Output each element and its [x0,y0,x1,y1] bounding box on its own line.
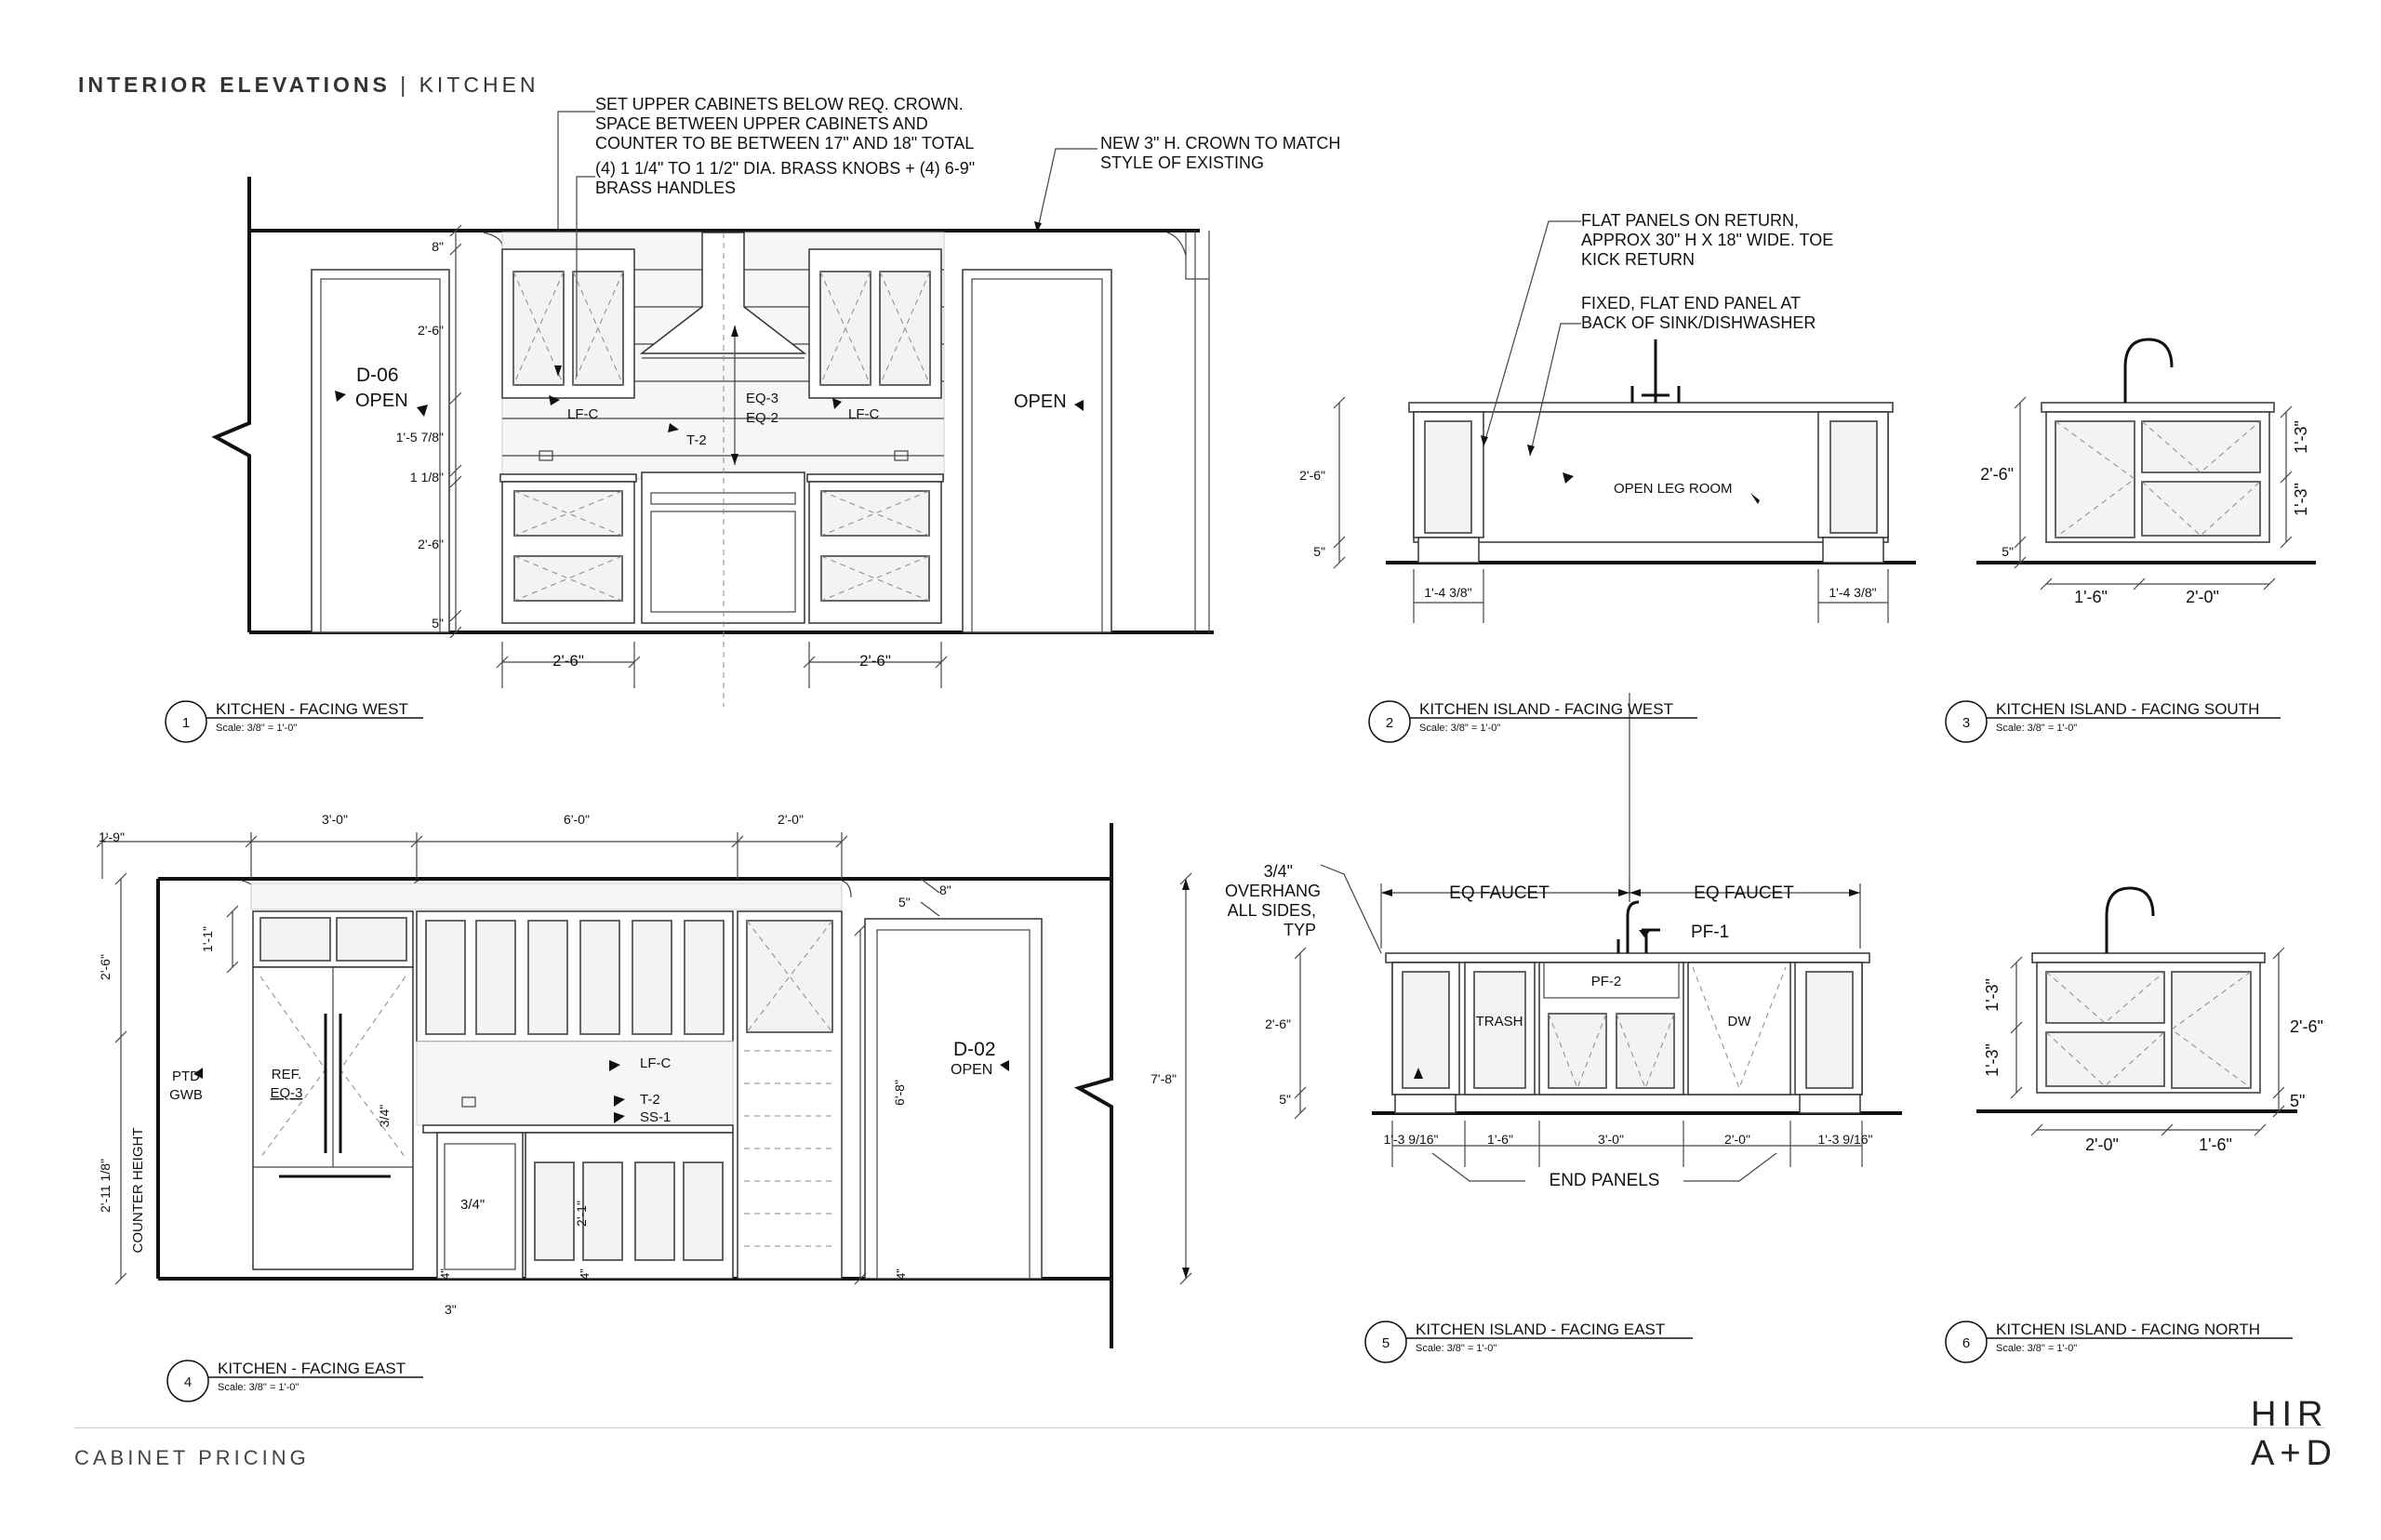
view-title-4 [167,1360,423,1401]
view-1-title: KITCHEN - FACING WEST [216,700,408,718]
dim-v5-c: 3'-0" [1598,1132,1624,1147]
note-overhang-line2: OVERHANG [1224,882,1321,900]
label-right-open: OPEN [1014,392,1067,412]
dim-v2-5: 5" [1313,544,1325,559]
dim-v2-r: 1'-4 3/8" [1829,585,1877,600]
view-2-title: KITCHEN ISLAND - FACING WEST [1419,700,1673,718]
dim-v4-20: 2'-0" [778,812,804,827]
sheet-title-rest: KITCHEN [419,73,539,97]
view-3-island-south [1976,339,2316,606]
label-eq-faucet-left: EQ FAUCET [1449,883,1550,903]
view-title-1 [166,700,423,742]
dim-v4-26: 2'-6" [98,954,113,980]
view-2-scale: Scale: 3/8" = 1'-0" [1419,723,1501,734]
firm-logo-line1: HIR [2251,1395,2329,1434]
sheet-title-bold: INTERIOR ELEVATIONS [78,73,391,97]
label-d06: D-06 [356,365,399,386]
note-upper-cabinets-line2: SPACE BETWEEN UPPER CABINETS AND [595,114,928,133]
view-3-scale: Scale: 3/8" = 1'-0" [1996,723,2078,734]
dim-v2-h: 2'-6" [1299,468,1325,483]
label-end-panels: END PANELS [1549,1171,1660,1190]
dim-v3-13a: 1'-3" [2292,420,2310,454]
dim-v5-e: 1'-3 9/16" [1817,1132,1873,1147]
note-crown-line2: STYLE OF EXISTING [1100,153,1265,172]
view-4-title: KITCHEN - FACING EAST [218,1360,406,1377]
label-v4-t2: T-2 [640,1092,660,1108]
dim-v3-h: 2'-6" [1980,465,2014,484]
view-title-3 [1946,700,2281,742]
dim-v6-w1: 2'-0" [2085,1135,2119,1154]
dim-v3-5: 5" [2002,544,2014,559]
sheet-footer-label: CABINET PRICING [74,1446,310,1469]
label-lfc-left: LF-C [567,406,599,422]
note-flat-panels-line2: APPROX 30" H X 18" WIDE. TOE [1581,231,1834,249]
view-4-scale: Scale: 3/8" = 1'-0" [218,1382,299,1393]
view-5-number: 5 [1381,1335,1390,1351]
view-title-5 [1365,1321,1693,1362]
note-crown-line1: NEW 3" H. CROWN TO MATCH [1100,134,1341,153]
dim-v6-13a: 1'-3" [1983,978,2002,1012]
label-d06-open: OPEN [355,391,408,411]
dim-v6-w2: 1'-6" [2199,1135,2232,1154]
label-open-leg-room: OPEN LEG ROOM [1614,481,1733,497]
view-4-number: 4 [183,1374,193,1390]
view-5-scale: Scale: 3/8" = 1'-0" [1416,1343,1497,1354]
dim-v5-5: 5" [1279,1092,1291,1107]
label-trash: TRASH [1475,1014,1523,1029]
view-6-island-north [1976,888,2323,1154]
label-eq-faucet-right: EQ FAUCET [1694,883,1794,903]
view-2-number: 2 [1385,715,1394,731]
dim-v4-34a: 3/4" [377,1104,392,1128]
dim-v4-34b: 3/4" [460,1197,486,1213]
view-6-number: 6 [1962,1335,1971,1351]
note-hardware-line2: BRASS HANDLES [595,179,737,197]
dim-v4-4c: 4" [894,1268,908,1280]
dim-v1-5: 5" [432,616,444,631]
dim-v4-2118: 2'-11 1/8" [98,1159,113,1213]
dim-v3-w2: 2'-0" [2186,588,2219,606]
note-overhang-line1: 3/4" [1263,862,1293,881]
view-2-island-west [1299,211,1916,623]
dim-v5-h: 2'-6" [1265,1016,1291,1031]
dim-v1-1578: 1'-5 7/8" [395,430,444,445]
dim-v6-5: 5" [2290,1092,2306,1110]
label-v4-ss1: SS-1 [640,1109,672,1125]
note-flat-panels-line3: KICK RETURN [1581,250,1696,269]
firm-logo-line2: A+D [2251,1434,2337,1473]
view-title-6 [1946,1321,2293,1362]
label-gwb: GWB [169,1087,203,1103]
footer-divider [74,1427,2325,1428]
note-overhang-line4: TYP [1283,921,1316,939]
label-d02: D-02 [953,1039,996,1060]
dim-v1-8: 8" [432,239,444,254]
label-t2: T-2 [686,432,707,448]
view-1-scale: Scale: 3/8" = 1'-0" [216,723,298,734]
note-end-panel-line1: FIXED, FLAT END PANEL AT [1581,294,1802,312]
dim-v5-a: 1'-3 9/16" [1383,1132,1439,1147]
label-pf1: PF-1 [1691,923,1730,942]
label-ptd: PTD [172,1069,200,1084]
dim-v5-b: 1'-6" [1487,1132,1513,1147]
dim-v3-w1: 1'-6" [2074,588,2108,606]
dim-v1-26b: 2'-6" [418,537,444,551]
dim-v3-13b: 1'-3" [2292,483,2310,516]
label-eq3: EQ-3 [746,391,779,406]
dim-v5-d: 2'-0" [1724,1132,1750,1147]
dim-v1-w1: 2'-6" [552,652,584,670]
view-3-title: KITCHEN ISLAND - FACING SOUTH [1996,700,2260,718]
dim-v4-30: 3'-0" [322,812,348,827]
label-dw: DW [1727,1014,1751,1029]
view-6-title: KITCHEN ISLAND - FACING NORTH [1996,1321,2260,1338]
dim-v6-h: 2'-6" [2290,1017,2323,1036]
label-d02-open: OPEN [951,1062,993,1078]
dim-v1-26a: 2'-6" [418,323,444,338]
view-1-number: 1 [181,715,191,731]
dim-v4-3: 3" [445,1302,457,1317]
label-lfc-right: LF-C [848,406,880,422]
label-counter-height: COUNTER HEIGHT [130,1127,146,1254]
dim-v4-78: 7'-8" [1151,1071,1177,1086]
dim-v1-118: 1 1/8" [409,470,444,485]
label-eq2: EQ-2 [746,410,779,426]
note-overhang-line3: ALL SIDES, [1227,901,1316,920]
note-end-panel-line2: BACK OF SINK/DISHWASHER [1581,313,1816,332]
dim-v4-19: 1'-9" [99,830,125,844]
view-6-scale: Scale: 3/8" = 1'-0" [1996,1343,2078,1354]
view-3-number: 3 [1962,715,1971,731]
dim-v1-w2: 2'-6" [859,652,891,670]
dim-v4-4a: 4" [438,1268,452,1280]
note-hardware-line1: (4) 1 1/4" TO 1 1/2" DIA. BRASS KNOBS + (4) 6-9" [595,159,976,178]
dim-v4-60: 6'-0" [564,812,590,827]
dim-v4-8: 8" [939,883,951,897]
firm-logo [2251,1395,2337,1473]
sheet-title-sep: | [390,73,419,97]
view-1-kitchen-west [216,95,1340,707]
label-ref-eq3: EQ-3 [270,1085,303,1101]
dim-v4-21: 2'-1" [574,1201,589,1227]
view-4-kitchen-east [97,812,1191,1348]
label-pf2: PF-2 [1590,974,1622,989]
dim-v4-68: 6'-8" [892,1080,907,1106]
dim-v4-5: 5" [898,895,911,909]
note-flat-panels-line1: FLAT PANELS ON RETURN, [1581,211,1800,230]
view-title-2 [1369,700,1697,742]
dim-v4-4b: 4" [578,1268,592,1280]
note-upper-cabinets-line1: SET UPPER CABINETS BELOW REQ. CROWN. [595,95,964,113]
label-v4-lfc: LF-C [640,1055,672,1071]
dim-v2-l: 1'-4 3/8" [1424,585,1472,600]
view-5-island-east [1225,693,1902,1190]
label-ref: REF. [271,1067,302,1082]
view-5-title: KITCHEN ISLAND - FACING EAST [1416,1321,1666,1338]
note-upper-cabinets-line3: COUNTER TO BE BETWEEN 17" AND 18" TOTAL [595,134,975,153]
dim-v6-13b: 1'-3" [1983,1043,2002,1077]
dim-v4-11: 1'-1" [200,926,215,952]
